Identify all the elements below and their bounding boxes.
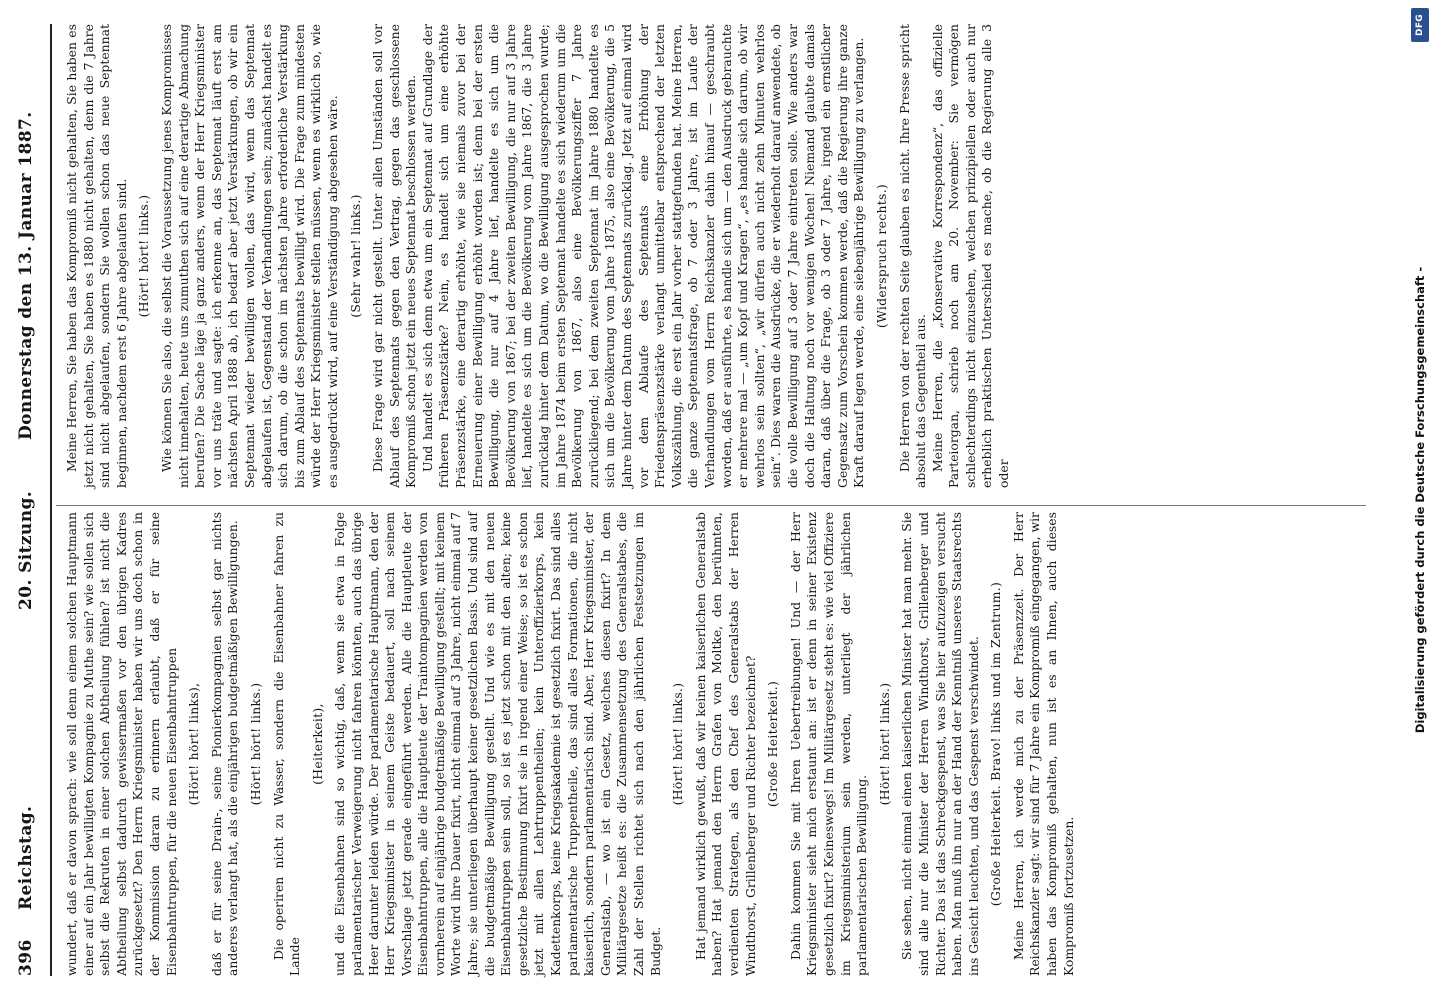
paragraph: und die Eisenbahnen sind so wichtig, daß, wenn sie etwa in Folge parlamentarischer Verweigerung nicht fahren könnten, auch das übrige Heer darunter leiden würde. Der parlamentarische Hauptmann, den der Herr Kriegsminister in seinem Geiste bedauert, soll nach seinem Vorschlage jetzt gerade eingeführt werden. Alle die Hauptleute der Eisenbahntruppen, alle die Hauptleute der Traintompagnien werden von vornherein auf einjährige budgetmäßige Bewilligung gestellt; mit keinem Worte wird ihre Dauer fixirt, nicht einmal auf 3 Jahre, nicht einmal auf 7 Jahre; sie unterliegen überhaupt keiner gesetzlichen Basis. Und sind auf die budgetmäßige Bewilligung gestellt. Und wie es mit den neuen Eisenbahntruppen sein soll, so ist es jetzt schon mit den alten; keine gesetzliche Bestimmung fixirt sie in irgend einer Weise; so ist es schon jetzt mit allen Lehrtruppentheilen; kein Unteroffizierkorps, kein Kadettenkorps, keine Kriegsakademie ist gesetzlich fixirt. Das sind alles parlamentarische Truppentheile, das sind alles Formationen, die nicht kaiserlich, sondern parlamentarisch sind. Aber, Herr Kriegsminister, der Generalstab, — wo ist ein Gesetz, welches diesen fixirt? In dem Militärgesetze heißt es: die Zusammensetzung des Generalstabes, die Zahl der Stellen richtet sich nach den jährlichen Festsetzungen im Budget.: [332, 512, 663, 976]
paragraph: Hat jemand wirklich gewußt, daß wir keinen kaiserlichen Generalstab haben? Hat jemand den Herrn Grafen von Moltke, den berühmten, verdienten Strategen, als den Chef des Generalstabs der Herren Windthorst, Grillenberger und Richter bezeichnet?: [692, 512, 758, 976]
paragraph: Meine Herren, ich werde mich zu der Präsenzzeit. Der Herr Reichskanzler sagt: wir sind für 7 Jahre ein Kompromiß eingegangen, wir haben das Kompromiß gehalten, nun ist es an Ihnen, auch dieses Kompromiß fortzusetzen.: [1010, 512, 1076, 976]
interjection: (Hört! hört! links.): [136, 194, 152, 318]
dfg-logo-text: DFG: [1415, 14, 1425, 36]
paragraph: wundert, daß er davon sprach: wie soll denn einem solchen Hauptmann einer auf ein Jahr bewilligten Kompagnie zu Muthe sein? wie sollen sich selbst die Rekruten in einer solchen Abtheilung fühlen? ist nicht die Abtheilung selbst dadurch gewissermaßen vor den übrigen Kadres zurückgesetzt? Den Herrn Kriegsminister haben wir uns doch schon in der Kommission daran zu erinnern erlaubt, daß er für seine Eisenbahntruppen, für die neuen Eisenbahntruppen: [64, 512, 179, 976]
column-divider: [56, 505, 1366, 506]
interjection: (Sehr wahr! links.): [347, 194, 363, 318]
date-line: Donnerstag den 13. Januar 1887.: [16, 111, 36, 440]
interjection: (Hört! hört! links.): [876, 682, 892, 806]
interjection: (Widerspruch rechts.): [873, 183, 889, 329]
paragraph: Sie sehen, nicht einmal einen kaiserlichen Minister hat man mehr. Sie sind alle nur die Minister der Herren Windthorst, Grillenberger und Richter. Das ist das Schreckgespenst, was Sie hier aufzuzeigen versucht haben. Man muß ihn nur an der Hand der Kenntniß unseres Staatsrechts ins Gesicht leuchten, und das Gespenst verschwindet.: [899, 512, 981, 976]
interjection: (Heiterkeit),: [309, 703, 325, 785]
digitization-credit-strip: [1408, 0, 1432, 1000]
paragraph: Die operiren nicht zu Wasser, sondern die Eisenbahner fahren zu Lande: [270, 512, 303, 976]
session-title: 20. Sitzung.: [16, 490, 36, 610]
interjection: (Große Heiterkeit. Bravo! links und im Zentrum.): [988, 581, 1004, 907]
paragraph: Die Herren von der rechten Seite glauben es nicht. Ihre Presse spricht absolut das Gegentheil aus.: [896, 24, 929, 488]
paragraph: Diese Frage wird gar nicht gestellt. Unter allen Umständen soll vor Ablauf des Septennats gegen den Vertrag, gegen das geschlossene Kompromiß schon jetzt ein neues Septennat beschlossen werden.: [370, 24, 419, 488]
paragraph: Wie können Sie also, die selbst die Voraussetzung jenes Kompromisses nicht innehalten, heute uns zumuthen sich auf eine derartige Abmachung berufen? Die Sache läge ja ganz anders, wenn der Herr Kriegsminister vor uns träte und sagte: ich erkenne an, das Septennat läuft erst am nächsten April 1888 ab, ich bedarf aber jetzt Verstärkungen, ob wir ein Septennat wieder bewilligen wollen, das wird, wenn das Septennat abgelaufen ist, Gegenstand der Verhandlungen sein; zunächst handelt es sich darum, ob die schon im nächsten Jahre erforderliche Verstärkung bis zum Ablauf des Septennats bewilligt wird. Die Frage zum mindesten würde der Herr Kriegsminister stellen müssen, wenn es wirklich so, wie es ausgedrückt wird, auf eine Verständigung abgesehen wäre.: [158, 24, 340, 488]
interjection: (Hört! hört! links.): [247, 682, 263, 806]
paragraph: Dahin kommen Sie mit Ihren Uebertreibungen! Und — der Herr Kriegsminister sieht mich erstaunt an: ist er denn in seiner Existenz gesetzlich fixirt? Keineswegs! Im Militärgesetz steht es: wie viel Offiziere im Kriegsministerium sein werden, unterliegt der jährlichen parlamentarischen Bewilligung.: [787, 512, 870, 976]
header-rule: [50, 24, 52, 976]
paragraph: Und handelt es sich denn etwa um ein Septennat auf Grundlage der früheren Präsenzstärke? Nein, es handelt sich um eine erhöhte Präsenzstärke, eine derartig erhöhte, wie sie niemals zuvor bei der Erneuerung einer Bewilligung erhöht worden ist; denn bei der ersten Bewilligung, die nur auf 4 Jahre lief, handelte es sich um die Bevölkerung von 1867; bei der zweiten Bewilligung, die nur auf 3 Jahre lief, handelte es sich um die Bevölkerung vom Jahre 1867, die 3 Jahre zurücklag hinter dem Datum, wo die Bewilligung ausgesprochen wurde; im Jahre 1874 beim ersten Septennat handelte es sich wiederum um die Bevölkerung von 1867, also eine Bevölkerungsziffer 7 Jahre zurückliegend; bei dem zweiten Septennat im Jahre 1880 handelte es sich um die Bevölkerung vom Jahre 1875, also eine Bevölkerung, die 5 Jahre hinter dem Datum des Septennats zurücklag. Jetzt auf einmal wird vor dem Ablaufe des Septennats eine Erhöhung der Friedenspräsenzstärke verlangt unmittelbar entsprechend der letzten Volkszählung, die erst ein Jahr vorher stattgefunden hat. Meine Herren, die ganze Septennatsfrage, ob 7 oder 3 Jahre, ist im Laufe der Verhandlungen vom Herrn Reichskanzler dahin hinauf — geschraubt worden, daß er ausführte, es handle sich um — den Ausdruck gebrauchte er mehrere mal — „um Kopf und Kragen“, „es handle sich darum, ob wir wehrlos sein sollten“, „wir dürfen auch nicht zehn Minuten wehrlos sein“. Dies waren die Ausdrücke, die er wiederholt darauf anwendete, ob die volle Bewilligung auf 3 oder 7 Jahre eintreten solle. Wie anders war doch die Haltung noch vor wenigen Wochen! Niemand glaubte damals daran, daß über die Frage, ob 3 oder 7 Jahre, irgend ein ernstlicher Gegensatz zum Vorschein kommen werde, daß die Regierung ihre ganze Kraft darauf legen werde, eine siebenjährige Bewilligung zu verlangen.: [419, 24, 867, 488]
interjection: (Hört! hört! links),: [186, 682, 202, 806]
paragraph: Meine Herren, Sie haben das Kompromiß nicht gehalten, Sie haben es jetzt nicht gehalten, Sie haben es 1880 nicht gehalten, denn die 7 Jahre sind nicht abgelaufen, sondern Sie wollen schon das neue Septennat beginnen, nachdem erst 6 Jahre abgelaufen sind.: [64, 24, 129, 488]
left-column: [64, 512, 1077, 976]
right-column: [64, 24, 1013, 488]
dfg-logo: [1411, 8, 1429, 42]
interjection: (Große Heiterkeit.): [765, 680, 781, 808]
digitization-credit: Digitalisierung gefördert durch die Deutsche Forschungsgemeinschaft -: [1413, 266, 1427, 734]
interjection: (Hört! hört! links.): [670, 682, 686, 806]
paragraph: daß er für seine Drain-, seine Pionierkompagnien selbst gar nichts anderes verlangt hat, als die einjährigen budgetmäßigen Bewilligungen.: [208, 512, 241, 976]
publication-title: Reichstag.: [16, 805, 36, 910]
paragraph: Meine Herren, die „Konservative Korrespondenz“, das offizielle Parteiorgan, schrieb noch am 20. November: Sie vermögen schlechterdings nicht einzusehen, welchen prinzipiellen oder auch nur erheblich praktischen Unterschied es mache, ob die Regierung alle 3 oder: [929, 24, 1012, 488]
page-number: 396: [16, 939, 36, 976]
